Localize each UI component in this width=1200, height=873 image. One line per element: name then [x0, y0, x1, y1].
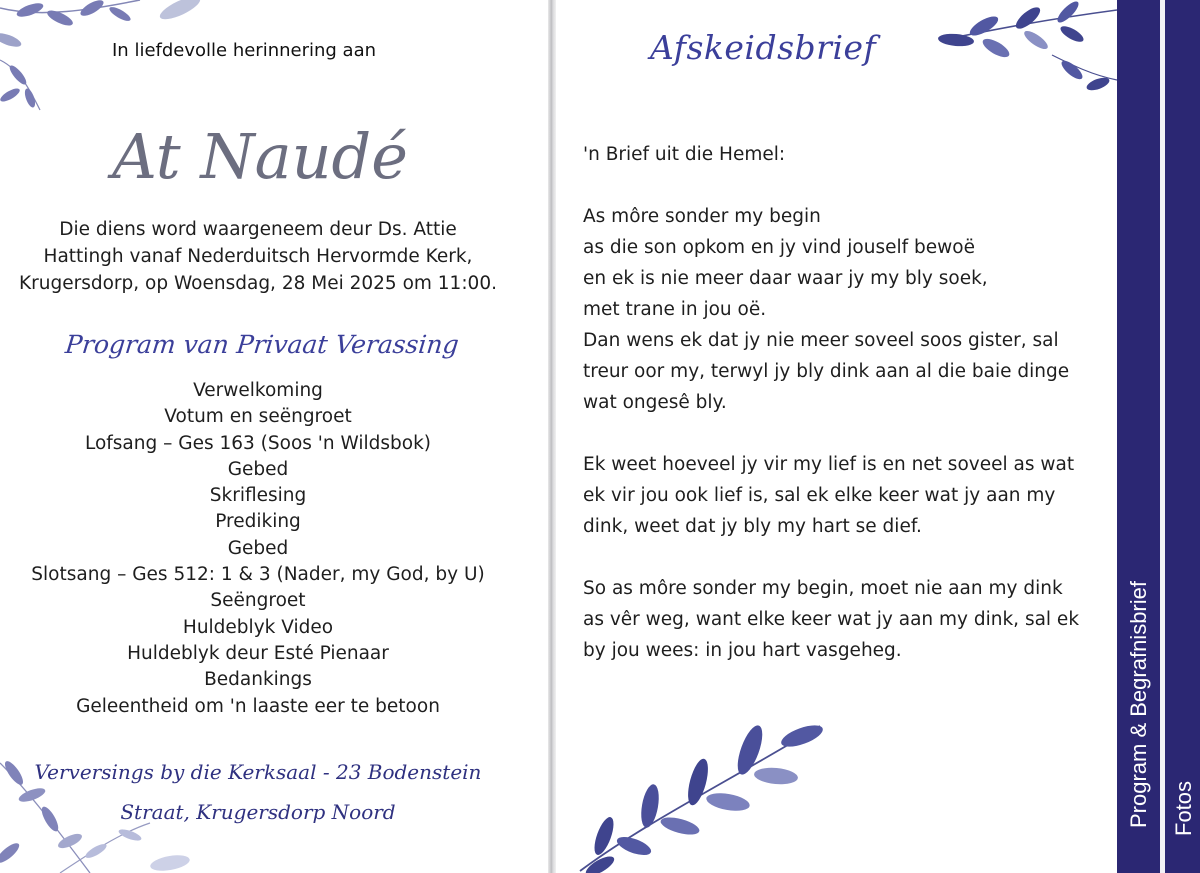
program-list [0, 378, 516, 720]
service-info [0, 216, 516, 297]
deceased-name [100, 100, 420, 200]
letter-line: Dan wens ek dat jy nie meer soveel soos gister, sal [583, 330, 1059, 351]
program-title: Program van Privaat Verassing [63, 330, 461, 359]
program-item: Bedankings [204, 669, 312, 691]
refreshments-line: Verversings by die Kerksaal - 23 Bodenstein [34, 760, 482, 784]
program-item: Prediking [215, 511, 301, 533]
program-item: Gebed [227, 537, 289, 559]
program-item: Gebed [227, 458, 289, 480]
tab-photos[interactable] [1165, 0, 1200, 873]
deceased-name-text: At Naudé [112, 120, 408, 193]
program-item: Huldeblyk deur Esté Pienaar [127, 642, 389, 664]
program-item: Slotsang – Ges 512: 1 & 3 (Nader, my God, by U) [31, 564, 485, 586]
service-line: Hattingh vanaf Nederduitsch Hervormde Kerk, [43, 246, 473, 267]
letter-line: en ek is nie meer daar waar jy my bly soek, [583, 268, 988, 289]
refreshments-line: Straat, Krugersdorp Noord [120, 800, 396, 824]
left-page [0, 0, 548, 873]
letter-title: Afskeidsbrief [650, 28, 877, 67]
program-item: Geleentheid om 'n laaste eer te betoon [76, 695, 440, 717]
letter-line: by jou wees: in jou hart vasgeheg. [583, 640, 902, 661]
service-line: Krugersdorp, op Woensdag, 28 Mei 2025 om 11:00. [19, 273, 497, 294]
tab-program-label: Program & Begrafnisbrief [1126, 581, 1151, 828]
program-item: Votum en seëngroet [164, 406, 352, 428]
program-item: Skriflesing [209, 485, 307, 507]
letter-line: So as môre sonder my begin, moet nie aan my dink [583, 578, 1063, 599]
letter-body [583, 139, 1103, 666]
leaf-branch-icon [570, 706, 850, 873]
letter-line: as vêr weg, want elke keer wat jy aan my dink, sal ek [583, 609, 1080, 630]
letter-line: wat ongesê bly. [583, 392, 727, 413]
leaf-branch-icon [0, 733, 200, 873]
program-item: Lofsang – Ges 163 (Soos 'n Wildsbok) [84, 432, 432, 454]
letter-line: dink, weet dat jy bly my hart se dief. [583, 516, 922, 537]
letter-line: met trane in jou oë. [583, 299, 767, 320]
letter-heading: 'n Brief uit die Hemel: [583, 144, 786, 165]
page-fold [548, 0, 556, 873]
letter-line: As môre sonder my begin [583, 206, 821, 227]
service-line: Die diens word waargeneem deur Ds. Attie [59, 219, 457, 240]
tab-photos-label: Fotos [1171, 780, 1196, 836]
intro-text: In liefdevolle herinnering aan [112, 40, 377, 61]
letter-line: treur oor my, terwyl jy bly dink aan al die baie dinge [583, 361, 1070, 382]
letter-line: as die son opkom en jy vind jouself bewoë [583, 237, 975, 258]
program-item: Verwelkoming [193, 380, 323, 401]
leaf-branch-icon [932, 0, 1117, 100]
letter-line: Ek weet hoeveel jy vir my lief is en net soveel as wat [583, 454, 1075, 475]
right-page [556, 0, 1200, 873]
program-item: Huldeblyk Video [182, 616, 334, 638]
program-item: Seëngroet [210, 590, 306, 612]
letter-line: ek vir jou ook lief is, sal ek elke keer wat jy aan my [583, 485, 1056, 506]
